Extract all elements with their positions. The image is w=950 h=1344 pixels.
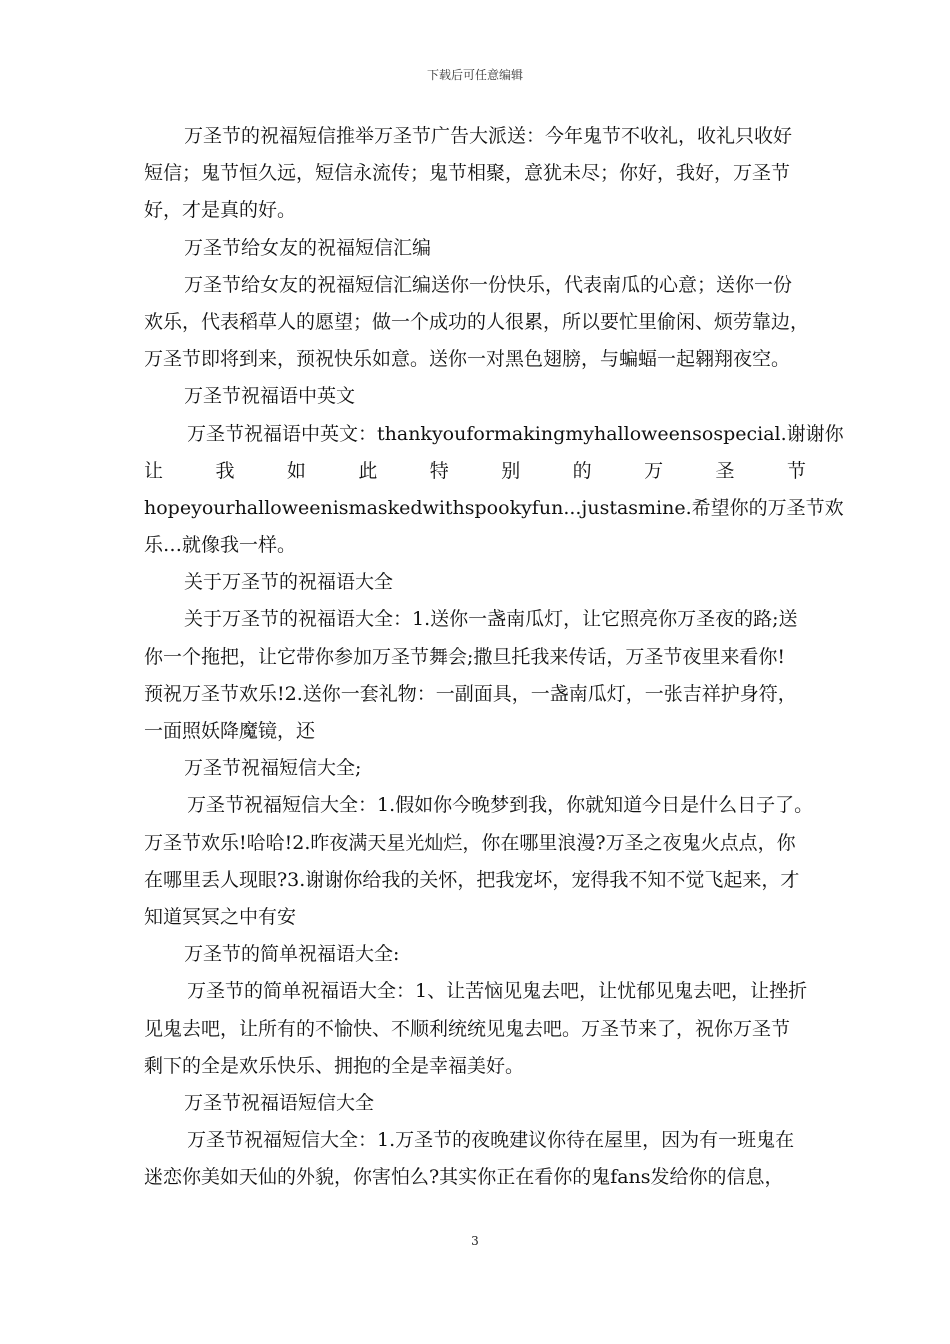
paragraph-line: 万圣节的简单祝福语大全：1、让苦恼见鬼去吧，让忧郁见鬼去吧，让挫折: [187, 980, 808, 1003]
page-number: 3: [471, 1234, 479, 1248]
paragraph-line: 万圣节祝福语中英文：thankyouformakingmyhalloweensospecial.谢谢你: [187, 422, 844, 445]
paragraph-line: hopeyourhalloweenismaskedwithspookyfun...justasmine.希望你的万圣节欢: [144, 496, 844, 519]
justified-word: 万: [644, 459, 664, 482]
section-heading: 万圣节祝福语中英文: [184, 385, 356, 408]
justified-word: 别: [501, 459, 521, 482]
justified-line: [144, 453, 806, 490]
justified-word: 的: [572, 459, 592, 482]
justified-word: 圣: [715, 459, 735, 482]
justified-word: 此: [358, 459, 378, 482]
justified-word: 我: [215, 459, 235, 482]
page-header: 下载后可任意编辑: [426, 68, 523, 82]
paragraph-line: 好，才是真的好。: [144, 199, 297, 222]
justified-word: 节: [786, 459, 806, 482]
paragraph-line: 知道冥冥之中有安: [144, 905, 297, 928]
paragraph-line: 迷恋你美如天仙的外貌，你害怕么?其实你正在看你的鬼fans发给你的信息，: [144, 1166, 784, 1189]
paragraph-line: 万圣节即将到来，预祝快乐如意。送你一对黑色翅膀，与蝙蝠一起翱翔夜空。: [144, 348, 791, 371]
section-heading: 万圣节祝福语短信大全: [184, 1091, 375, 1114]
justified-word: 如: [286, 459, 306, 482]
paragraph-line: 在哪里丢人现眼?3.谢谢你给我的关怀，把我宠坏，宠得我不知不觉飞起来，才: [144, 868, 800, 891]
paragraph-line: 万圣节的祝福短信推举万圣节广告大派送：今年鬼节不收礼，收礼只收好: [184, 125, 793, 147]
justified-word: 让: [144, 459, 164, 482]
paragraph-line: 欢乐，代表稻草人的愿望；做一个成功的人很累，所以要忙里偷闲、烦劳靠边，: [144, 310, 810, 333]
paragraph-line: 万圣节祝福短信大全：1.假如你今晚梦到我，你就知道今日是什么日子了。: [187, 794, 814, 817]
paragraph-line: 乐…就像我一样。: [144, 534, 297, 557]
section-heading: 关于万圣节的祝福语大全: [184, 571, 394, 594]
justified-word: 特: [429, 459, 449, 482]
document-body: [144, 118, 844, 1196]
paragraph-line: 短信；鬼节恒久远，短信永流传；鬼节相聚，意犹未尽；你好，我好，万圣节: [144, 162, 791, 185]
paragraph-line: 一面照妖降魔镜，还: [144, 720, 316, 742]
paragraph-line: 万圣节给女友的祝福短信汇编送你一份快乐，代表南瓜的心意；送你一份: [184, 273, 793, 296]
paragraph-line: 万圣节祝福短信大全：1.万圣节的夜晚建议你待在屋里，因为有一班鬼在: [187, 1129, 795, 1152]
paragraph-line: 关于万圣节的祝福语大全：1.送你一盏南瓜灯，让它照亮你万圣夜的路;送: [184, 608, 798, 631]
paragraph-line: 剩下的全是欢乐快乐、拥抱的全是幸福美好。: [144, 1054, 525, 1077]
section-heading: 万圣节的简单祝福语大全:: [184, 943, 400, 966]
section-heading: 万圣节祝福短信大全;: [184, 757, 362, 780]
paragraph-line: 你一个拖把，让它带你参加万圣节舞会;撒旦托我来传话，万圣节夜里来看你!: [144, 645, 786, 668]
section-heading: 万圣节给女友的祝福短信汇编: [184, 236, 432, 259]
paragraph-line: 见鬼去吧，让所有的不愉快、不顺利统统见鬼去吧。万圣节来了，祝你万圣节: [144, 1017, 791, 1040]
paragraph-line: 预祝万圣节欢乐!2.送你一套礼物：一副面具，一盏南瓜灯，一张吉祥护身符，: [144, 682, 797, 705]
paragraph-line: 万圣节欢乐!哈哈!2.昨夜满天星光灿烂，你在哪里浪漫?万圣之夜鬼火点点，你: [144, 831, 796, 854]
